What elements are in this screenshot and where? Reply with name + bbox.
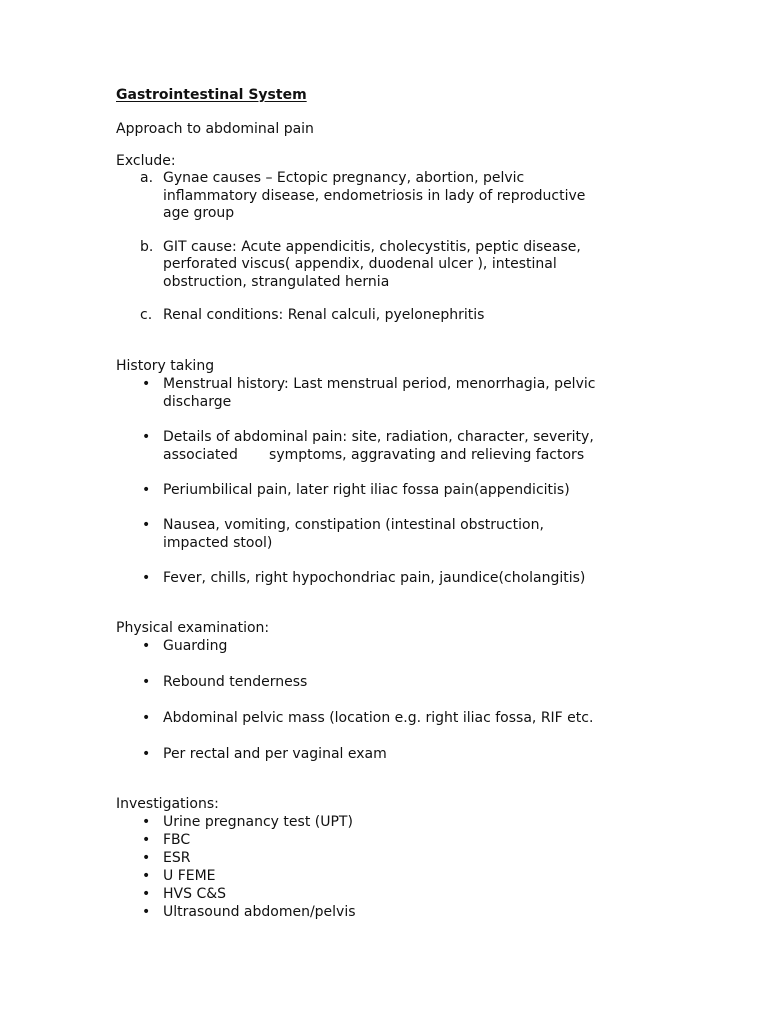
list-item-line: obstruction, strangulated hernia bbox=[163, 273, 390, 290]
list-item-line: Periumbilical pain, later right iliac fossa pain(appendicitis) bbox=[163, 481, 570, 498]
list-item-line: Per rectal and per vaginal exam bbox=[163, 745, 387, 762]
exclude-item-a bbox=[140, 170, 676, 223]
list-spacer bbox=[140, 691, 676, 709]
list-item bbox=[140, 885, 676, 903]
investigations-list bbox=[116, 813, 676, 921]
list-item-line: Urine pregnancy test (UPT) bbox=[163, 813, 353, 830]
list-item-line: discharge bbox=[163, 393, 232, 410]
list-item-line: Details of abdominal pain: site, radiation, character, severity, bbox=[163, 428, 594, 445]
list-item-line: Renal conditions: Renal calculi, pyelonephritis bbox=[163, 307, 485, 323]
list-item-line: associated symptoms, aggravating and relieving factors bbox=[163, 446, 585, 463]
list-item bbox=[140, 709, 676, 727]
list-item bbox=[140, 849, 676, 867]
list-item-line: U FEME bbox=[163, 867, 216, 884]
physical-heading: Physical examination: bbox=[116, 619, 270, 636]
list-item-line: HVS C&S bbox=[163, 885, 227, 902]
bullet-icon: • bbox=[142, 673, 151, 690]
list-item-line: impacted stool) bbox=[163, 534, 273, 551]
list-item-line: Abdominal pelvic mass (location e.g. right iliac fossa, RIF etc. bbox=[163, 709, 594, 726]
document-body bbox=[116, 86, 676, 921]
list-item-line: Menstrual history: Last menstrual period, menorrhagia, pelvic bbox=[163, 375, 596, 392]
exclude-item-c bbox=[140, 307, 676, 325]
list-spacer bbox=[140, 552, 676, 569]
list-item bbox=[140, 516, 676, 552]
list-item bbox=[140, 745, 676, 763]
exclude-item-b bbox=[140, 239, 676, 292]
list-spacer bbox=[140, 464, 676, 481]
list-item-line: Gynae causes – Ectopic pregnancy, abortion, pelvic bbox=[163, 170, 525, 186]
list-spacer bbox=[140, 223, 676, 239]
bullet-icon: • bbox=[142, 637, 151, 654]
bullet-icon: • bbox=[142, 813, 151, 830]
bullet-icon: • bbox=[142, 516, 151, 533]
list-item-line: Ultrasound abdomen/pelvis bbox=[163, 903, 356, 920]
physical-list bbox=[116, 637, 676, 763]
document-title: Gastrointestinal System bbox=[116, 87, 307, 103]
list-item bbox=[140, 428, 676, 464]
list-item bbox=[140, 569, 676, 587]
list-item bbox=[140, 637, 676, 655]
list-spacer bbox=[140, 411, 676, 428]
list-spacer bbox=[140, 291, 676, 307]
bullet-icon: • bbox=[142, 885, 151, 902]
list-item bbox=[140, 481, 676, 499]
list-item-line: Fever, chills, right hypochondriac pain, jaundice(cholangitis) bbox=[163, 569, 586, 586]
approach-heading: Approach to abdominal pain bbox=[116, 121, 314, 137]
list-item-line: perforated viscus( appendix, duodenal ulcer ), intestinal bbox=[163, 256, 557, 272]
bullet-icon: • bbox=[142, 745, 151, 762]
list-item-line: inflammatory disease, endometriosis in lady of reproductive bbox=[163, 187, 586, 204]
list-item bbox=[140, 375, 676, 411]
bullet-icon: • bbox=[142, 428, 151, 445]
list-spacer bbox=[140, 499, 676, 516]
list-item bbox=[140, 813, 676, 831]
bullet-icon: • bbox=[142, 831, 151, 848]
bullet-icon: • bbox=[142, 569, 151, 586]
history-list bbox=[116, 375, 676, 587]
list-item-line: age group bbox=[163, 205, 235, 221]
list-item-line: Nausea, vomiting, constipation (intestinal obstruction, bbox=[163, 516, 544, 533]
list-item-line: GIT cause: Acute appendicitis, cholecystitis, peptic disease, bbox=[163, 238, 581, 255]
bullet-icon: • bbox=[142, 375, 151, 392]
list-item bbox=[140, 831, 676, 849]
list-spacer bbox=[140, 655, 676, 673]
list-item-line: Guarding bbox=[163, 637, 228, 654]
list-item-line: FBC bbox=[163, 831, 191, 848]
bullet-icon: • bbox=[142, 867, 151, 884]
list-marker: a. bbox=[140, 170, 154, 186]
list-item bbox=[140, 867, 676, 885]
list-spacer bbox=[140, 727, 676, 745]
exclude-list bbox=[116, 170, 676, 325]
exclude-heading: Exclude: bbox=[116, 153, 176, 169]
bullet-icon: • bbox=[142, 903, 151, 920]
bullet-icon: • bbox=[142, 709, 151, 726]
list-marker: c. bbox=[140, 307, 153, 323]
bullet-icon: • bbox=[142, 849, 151, 866]
investigations-heading: Investigations: bbox=[116, 795, 219, 812]
history-heading: History taking bbox=[116, 357, 215, 374]
bullet-icon: • bbox=[142, 481, 151, 498]
list-item-line: Rebound tenderness bbox=[163, 673, 308, 690]
list-item bbox=[140, 673, 676, 691]
list-item bbox=[140, 903, 676, 921]
list-marker: b. bbox=[140, 238, 154, 255]
list-item-line: ESR bbox=[163, 849, 191, 866]
